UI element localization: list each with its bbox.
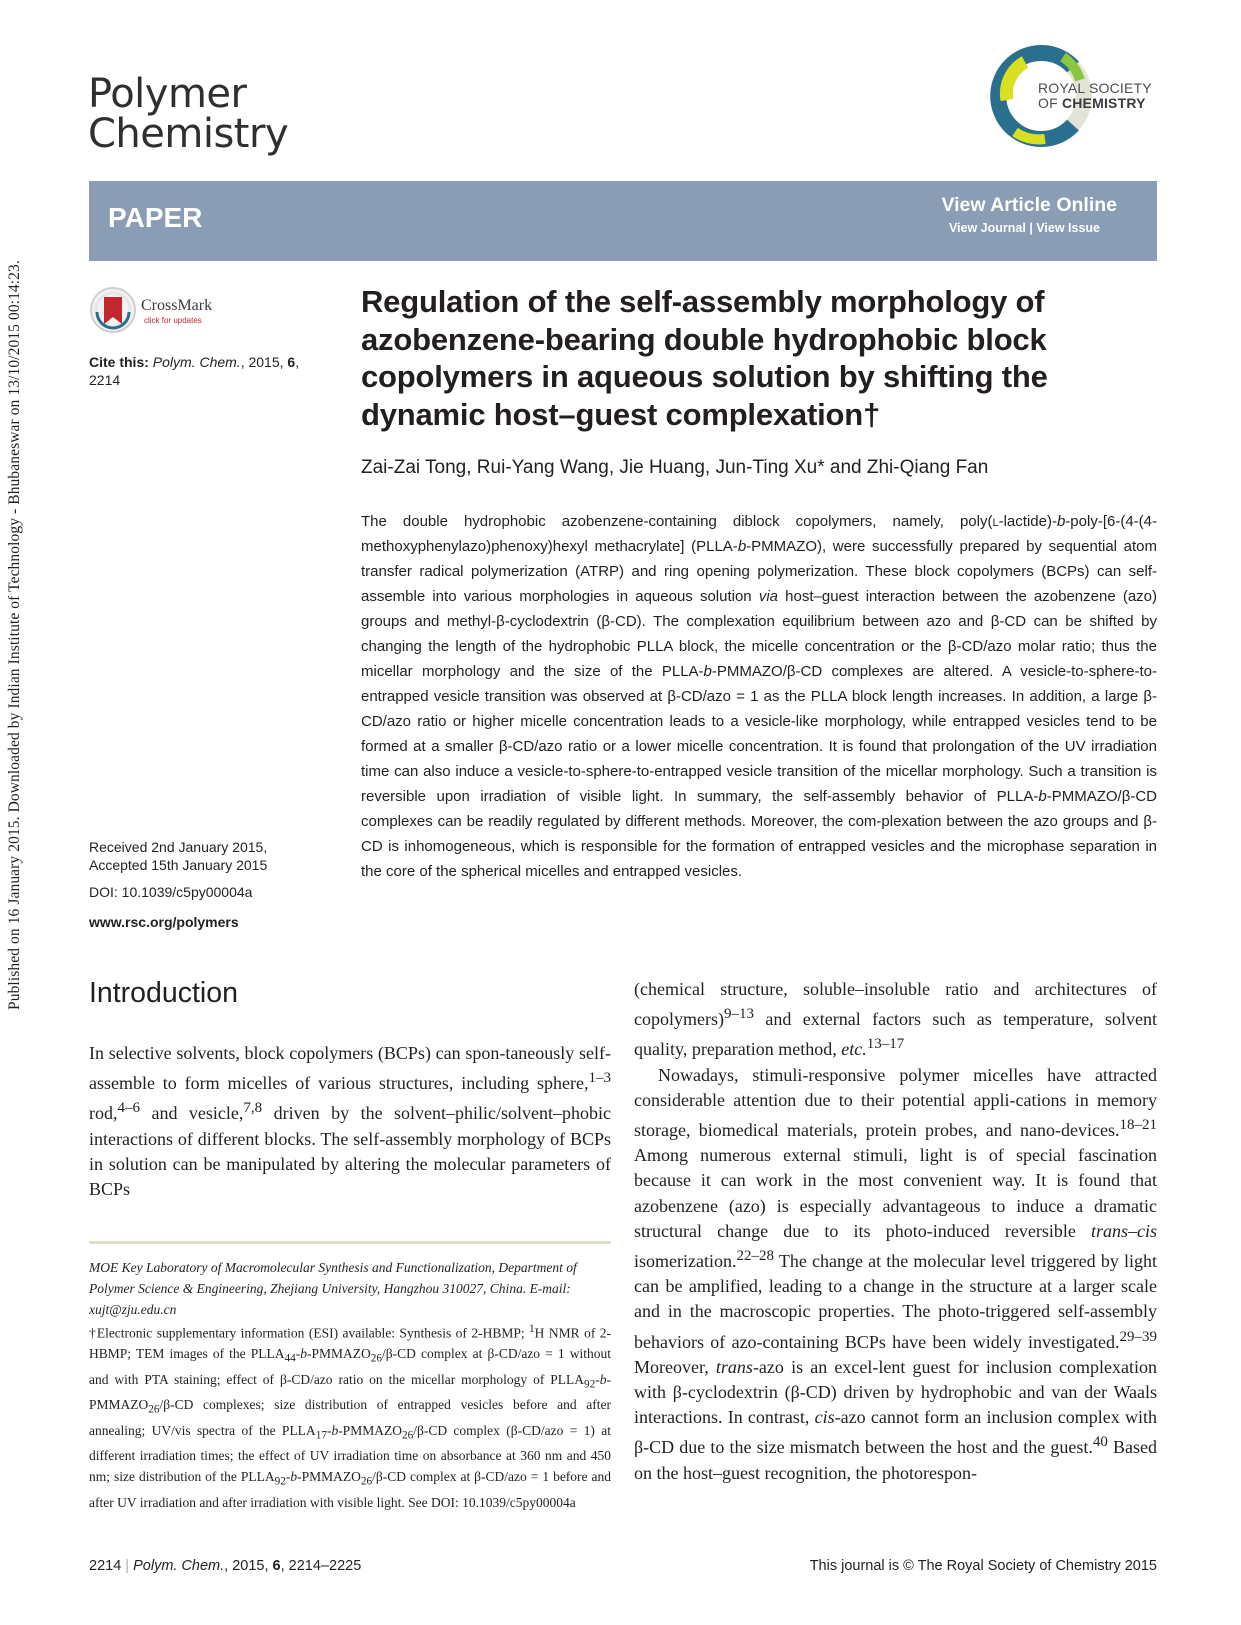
body-text: trans: [715, 1356, 753, 1377]
esi-text: 26: [401, 1429, 414, 1442]
body-text: etc.: [841, 1039, 867, 1060]
cite-year: , 2015,: [240, 354, 284, 370]
abstract-text: b: [737, 538, 747, 555]
abstract-text: b: [1038, 788, 1047, 805]
abstract: [361, 509, 1157, 884]
footer-journal: Polym. Chem.: [133, 1558, 225, 1574]
journal-url[interactable]: www.rsc.org/polymers: [89, 914, 239, 930]
reference-link[interactable]: 7,8: [243, 1100, 263, 1117]
esi-text: b: [300, 1346, 308, 1362]
author-list: Zai-Zai Tong, Rui-Yang Wang, Jie Huang, Jun-Ting Xu* and Zhi-Qiang Fan: [361, 457, 989, 478]
cite-prefix: Cite this:: [89, 354, 149, 370]
esi-text: /β-CD complexes; size distribution of entrapped vesicles before and after annealing; UV/vis spectra of the PLLA: [89, 1397, 611, 1438]
accepted-date: Accepted 15th January 2015: [89, 857, 268, 873]
esi-text: -: [285, 1469, 291, 1485]
esi-text: 26: [360, 1475, 373, 1488]
reference-link[interactable]: 9–13: [723, 1006, 754, 1023]
intro-paragraph-1: [89, 1041, 611, 1202]
reference-link[interactable]: 4–6: [117, 1100, 140, 1117]
view-links: [949, 221, 1100, 235]
rsc-of: OF: [1038, 95, 1058, 111]
dates: [89, 838, 339, 874]
abstract-text: -poly-[6-(4-(4-methoxyphenylazo)phenoxy)hexyl methacrylate] (PLLA-: [361, 513, 1157, 555]
body-text: -azo cannot form an inclusion complex with β-CD due to the size mismatch between the host and the guest.: [634, 1407, 1157, 1458]
esi-text: /β-CD complex at β-CD/azo = 1 before and after UV irradiation and after irradiation with visible light. See DOI: 10.1039/c5py00004a: [89, 1469, 612, 1510]
link-separator: |: [1029, 221, 1033, 235]
body-text: Based on the host–guest recognition, the photorespon-: [634, 1437, 1157, 1483]
esi-text: b: [331, 1422, 339, 1438]
esi-text: -: [595, 1371, 600, 1387]
intro-paragraph-1-cont: [634, 977, 1157, 1063]
esi-text: b: [599, 1371, 607, 1387]
abstract-text: -PMMAZO), were successfully prepared by sequential atom transfer radical polymerization (ATRP) and ring opening polymerization. These block copolymers (BCPs) can self-assemble into various morphologies in aqueous solution: [361, 538, 1157, 605]
footer-separator: |: [125, 1558, 130, 1574]
body-text: -azo is an excel-lent guest for inclusion complexation with β-cyclodextrin (β-CD) driven by hydrophobic and van der Waals interactions. In contrast,: [634, 1356, 1157, 1428]
body-text: isomerization.: [634, 1251, 737, 1272]
body-text: Among numerous external stimuli, light is of special fascination because it can work in the most convenient way. It is found that azobenzene (azo) is especially advantageous to induce a dramatic structural change due to its photo-induced reversible: [634, 1145, 1157, 1241]
doi[interactable]: DOI: 10.1039/c5py00004a: [89, 884, 253, 900]
esi-text: 92: [584, 1378, 596, 1391]
abstract-text: The double hydrophobic azobenzene-containing diblock copolymers, namely, poly(: [361, 513, 993, 530]
body-text: trans–cis: [1090, 1220, 1157, 1241]
abstract-text: l: [992, 513, 999, 530]
reference-link[interactable]: 13–17: [866, 1036, 905, 1053]
intro-right-column: [634, 977, 1157, 1486]
abstract-text: host–guest interaction between the azobenzene (azo) groups and methyl-β-cyclodextrin (β-CD). The complexation equilibrium between azo and β-CD can be shifted by changing the length of the hydrophobic PLLA block, the micelle concentration or the β-CD/azo molar ratio; thus the micellar morphology and the size of the PLLA-: [361, 588, 1158, 680]
cite-volume: 6: [287, 354, 296, 370]
copyright-notice: This journal is © The Royal Society of Chemistry 2015: [809, 1558, 1157, 1574]
footer-volume: 6: [272, 1558, 281, 1574]
abstract-text: via: [758, 588, 778, 605]
crossmark-sub: click for updates: [144, 316, 202, 325]
reference-link[interactable]: 29–39: [1119, 1328, 1157, 1345]
author-affiliation: MOE Key Laboratory of Macromolecular Synthesis and Functionalization, Department of Polymer Science & Engineering, Zhejiang University, Hangzhou 310027, China. E-mail: xujt@zju.edu.cn: [89, 1260, 577, 1317]
cite-journal: Polym. Chem.: [152, 354, 241, 370]
reference-link[interactable]: 18–21: [1119, 1117, 1157, 1134]
esi-text: 1: [529, 1323, 535, 1335]
esi-text: /β-CD complex at β-CD/azo = 1 without and with PTA staining; effect of β-CD/azo ratio on the micellar morphology of PLLA: [89, 1346, 611, 1387]
footer-pages: , 2214–2225: [280, 1558, 362, 1574]
esi-footnote: [89, 1319, 611, 1513]
journal-name: [88, 71, 289, 157]
abstract-text: -PMMAZO/β-CD complexes are altered. A vesicle-to-sphere-to-entrapped vesicle transition was observed at β-CD/azo = 1 as the PLLA block length increases. In addition, a large β-CD/azo ratio or higher micelle concentration leads to a vesicle-like morphology, while entrapped vesicles tend to be formed at a smaller β-CD/azo ratio or a lower micelle concentration. It is found that prolongation of the UV irradiation time can also induce a vesicle-to-sphere-to-entrapped vesicle transition of the micellar morphology. Such a transition is reversible upon irradiation of visible light. In summary, the self-assembly behavior of PLLA-: [361, 663, 1157, 805]
view-article-online-link[interactable]: View Article Online: [941, 194, 1117, 216]
esi-text: -PMMAZO: [89, 1371, 611, 1413]
body-text: (chemical structure, soluble–insoluble ratio and architectures of copolymers): [634, 979, 1157, 1030]
footnote-divider: [89, 1241, 611, 1244]
esi-text: 44: [284, 1352, 296, 1365]
article-type-label: PAPER: [108, 202, 203, 233]
esi-text: /β-CD complex (β-CD/azo = 1) at different irradiation times; the effect of UV irradiation time on absorbance at 360 nm and 450 nm; size distribution of the PLLA: [89, 1422, 611, 1485]
esi-text: 17: [315, 1429, 327, 1442]
reference-link[interactable]: 1–3: [588, 1070, 611, 1087]
intro-paragraph-2: [634, 1063, 1157, 1486]
crossmark-label: CrossMark: [141, 297, 213, 314]
body-text: The change at the molecular level triggered by light can be amplified, leading to a change in the structure at a larger scale and in the macroscopic properties. The photo-triggered self-assembly behaviors of azo-containing BCPs have been widely investigated.: [634, 1251, 1157, 1352]
section-heading-introduction: Introduction: [89, 977, 238, 1009]
body-text: rod,: [89, 1103, 118, 1124]
esi-text: 92: [274, 1475, 286, 1488]
esi-text: 26: [148, 1403, 160, 1416]
esi-text: †Electronic supplementary information (ESI) available: Synthesis of 2-HBMP;: [89, 1325, 530, 1341]
body-text: and vesicle,: [140, 1103, 244, 1124]
view-issue-link[interactable]: View Issue: [1036, 221, 1100, 235]
cite-page: 2214: [89, 372, 121, 388]
body-text: and external factors such as temperature, solvent quality, preparation method,: [634, 1009, 1157, 1060]
abstract-text: -lactide)-: [998, 513, 1057, 530]
article-title: Regulation of the self-assembly morphology of azobenzene-bearing double hydrophobic block copolymers in aqueous solution by shifting the dynamic host–guest complexation†: [361, 284, 1048, 432]
journal-name-line2: Chemistry: [88, 111, 289, 157]
esi-text: b: [290, 1469, 298, 1485]
citation: Cite this: Polym. Chem., 2015, 6, 2214: [89, 354, 300, 388]
page-number: 2214: [89, 1558, 122, 1574]
reference-link[interactable]: 40: [1092, 1434, 1108, 1451]
reference-link[interactable]: 22–28: [736, 1248, 774, 1265]
view-journal-link[interactable]: View Journal: [948, 221, 1026, 235]
journal-name-line1: Polymer: [88, 71, 247, 117]
esi-text: 26: [370, 1352, 383, 1365]
body-text: driven by the solvent–philic/solvent–phobic interactions of different blocks. The self-assembly morphology of BCPs in solution can be manipulated by altering the molecular parameters of BCPs: [89, 1103, 612, 1200]
esi-text: -: [326, 1422, 332, 1438]
body-text: Nowadays, stimuli-responsive polymer micelles have attracted considerable attention due to their potential appli-cations in memory storage, biomedical materials, protein probes, and nano-devices.: [634, 1064, 1157, 1141]
received-date: Received 2nd January 2015,: [89, 839, 268, 855]
abstract-text: -PMMAZO/β-CD complexes can be readily regulated by different methods. Moreover, the com-plexation between the azo groups and β-CD is inhomogeneous, which is responsible for the formation of entrapped vesicles and the microphase separation in the core of the spherical micelles and entrapped vesicles.: [361, 788, 1157, 880]
crossmark-icon: [89, 286, 137, 334]
esi-text: -PMMAZO: [297, 1469, 361, 1485]
abstract-text: b: [703, 663, 712, 680]
rsc-chemistry: CHEMISTRY: [1061, 95, 1146, 111]
body-text: Moreover,: [634, 1356, 716, 1377]
esi-text: -: [295, 1346, 301, 1362]
footer-year: , 2015,: [224, 1558, 269, 1574]
download-watermark: Published on 16 January 2015. Downloaded by Indian Institute of Technology - Bhubaneswar on 13/10/2015 00:14:23.: [6, 260, 23, 1010]
rsc-logo-text-line2: [1038, 96, 1152, 111]
rsc-logo-text: [1038, 81, 1152, 111]
esi-text: -PMMAZO: [338, 1422, 402, 1438]
body-text: cis: [814, 1407, 835, 1428]
esi-text: H NMR of 2-HBMP; TEM images of the PLLA: [89, 1325, 612, 1362]
crossmark-badge[interactable]: [89, 286, 309, 336]
rsc-logo-text-line1: ROYAL SOCIETY: [1038, 80, 1152, 96]
body-text: In selective solvents, block copolymers (BCPs) can spon-taneously self-assemble to form micelles of various structures, including sphere,: [89, 1043, 611, 1094]
article-type-banner: [89, 181, 1157, 261]
esi-text: -PMMAZO: [307, 1346, 371, 1362]
abstract-text: b: [1056, 513, 1066, 530]
page-footer-left: [89, 1558, 361, 1574]
